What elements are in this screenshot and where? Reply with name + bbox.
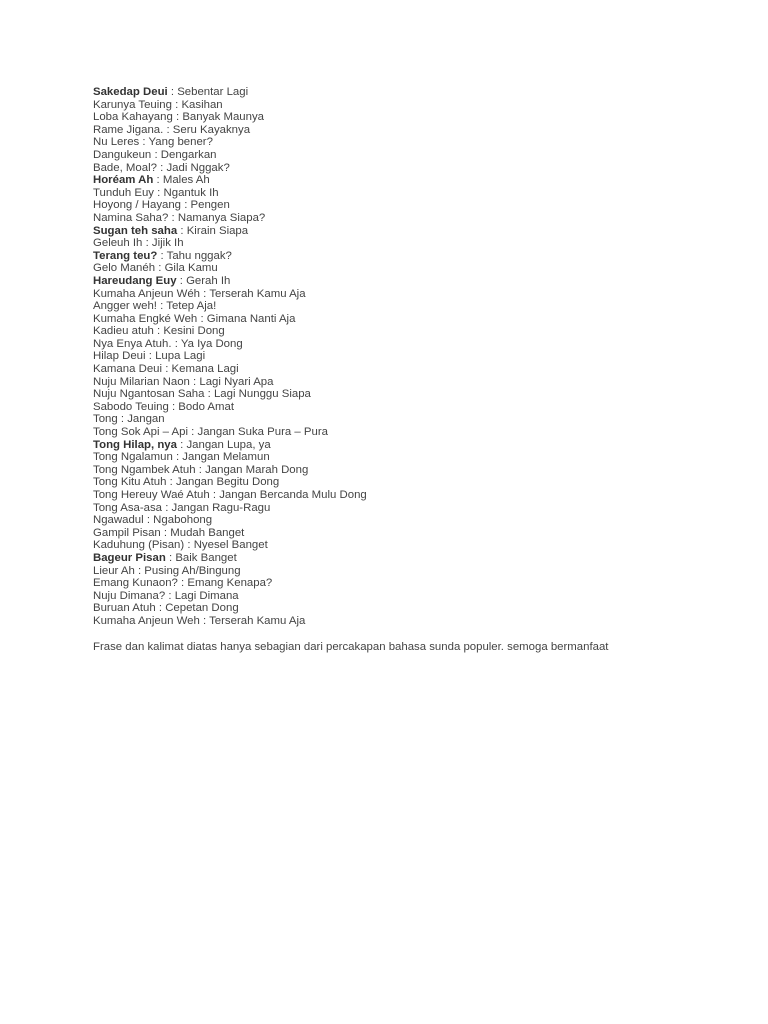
indonesian-meaning: Gerah Ih — [186, 274, 231, 287]
separator: : — [189, 375, 200, 388]
separator: : — [165, 551, 176, 564]
indonesian-meaning: Lupa Lagi — [155, 350, 206, 363]
phrase-row — [93, 602, 693, 615]
separator: : — [167, 86, 178, 98]
indonesian-meaning: Jangan Lupa, ya — [186, 438, 271, 451]
indonesian-meaning: Nyesel Banget — [193, 539, 268, 552]
sundanese-term: Angger weh! — [93, 300, 157, 313]
separator: : — [181, 199, 191, 212]
indonesian-meaning: Jangan Bercanda Mulu Dong — [219, 489, 367, 501]
separator: : — [171, 98, 182, 111]
sundanese-term: Kadieu atuh — [93, 325, 154, 338]
separator: : — [168, 400, 179, 413]
separator: : — [139, 136, 149, 149]
indonesian-meaning: Baik Banget — [175, 551, 237, 564]
separator: : — [172, 451, 183, 464]
phrase-row — [93, 212, 693, 225]
phrase-row — [93, 401, 693, 414]
sundanese-term: Kumaha Engké Weh — [93, 312, 198, 325]
phrase-row — [93, 111, 693, 124]
sundanese-term: Nya Enya Atuh. — [93, 337, 172, 350]
sundanese-term: Tunduh Euy — [93, 186, 155, 199]
sundanese-term: Terang teu? — [93, 249, 158, 262]
sundanese-term: Hoyong / Hayang — [93, 199, 182, 212]
sundanese-term: Tong Hilap, nya — [93, 438, 177, 451]
separator: : — [156, 161, 167, 174]
sundanese-term: Buruan Atuh — [93, 602, 156, 615]
indonesian-meaning: Jangan Marah Dong — [205, 463, 309, 476]
sundanese-term: Ngawadul — [93, 514, 144, 527]
phrase-row — [93, 363, 693, 376]
phrase-row — [93, 199, 693, 212]
indonesian-meaning: Jangan Suka Pura – Pura — [197, 426, 328, 439]
sundanese-term: Kamana Deui — [93, 363, 163, 376]
indonesian-meaning: Jangan Begitu Dong — [175, 476, 280, 489]
separator: : — [163, 123, 173, 136]
indonesian-meaning: Seru Kayaknya — [172, 123, 251, 136]
indonesian-meaning: Kirain Siapa — [186, 224, 249, 237]
separator: : — [117, 413, 128, 426]
sundanese-term: Tong Asa-asa — [93, 501, 163, 514]
sundanese-term: Nuju Ngantosan Saha — [93, 388, 205, 401]
sundanese-term: Kumaha Anjeun Weh — [93, 614, 200, 627]
separator: : — [156, 300, 167, 313]
phrase-list — [93, 86, 693, 628]
sundanese-term: Tong Sok Api – Api — [93, 426, 188, 439]
indonesian-meaning: Sebentar Lagi — [177, 86, 249, 98]
separator: : — [162, 363, 172, 376]
separator: : — [168, 211, 178, 224]
indonesian-meaning: Ya Iya Dong — [180, 337, 243, 350]
separator: : — [153, 325, 164, 338]
phrase-row — [93, 136, 693, 149]
indonesian-meaning: Kasihan — [181, 98, 223, 111]
sundanese-term: Emang Kunaon? — [93, 577, 178, 590]
indonesian-meaning: Lagi Nyari Apa — [199, 375, 274, 388]
indonesian-meaning: Cepetan Dong — [165, 602, 239, 615]
indonesian-meaning: Jangan Ragu-Ragu — [171, 501, 271, 514]
phrase-row — [93, 388, 693, 401]
phrase-row — [93, 300, 693, 313]
indonesian-meaning: Jangan — [127, 413, 165, 426]
separator: : — [199, 614, 210, 627]
indonesian-meaning: Lagi Dimana — [174, 589, 239, 602]
phrase-row — [93, 174, 693, 187]
indonesian-meaning: Tahu nggak? — [166, 249, 232, 262]
separator: : — [172, 111, 183, 124]
separator: : — [155, 602, 166, 615]
indonesian-meaning: Bodo Amat — [178, 400, 235, 413]
phrase-row — [93, 162, 693, 175]
sundanese-term: Tong Kitu Atuh — [93, 476, 167, 489]
indonesian-meaning: Mudah Banget — [170, 526, 245, 539]
sundanese-term: Kumaha Anjeun Wéh — [93, 287, 201, 300]
phrase-row — [93, 250, 693, 263]
phrase-row — [93, 313, 693, 326]
phrase-row — [93, 187, 693, 200]
separator: : — [209, 489, 220, 501]
sundanese-term: Hilap Deui — [93, 350, 146, 363]
phrase-row — [93, 502, 693, 515]
phrase-row — [93, 451, 693, 464]
phrase-row — [93, 288, 693, 301]
separator: : — [171, 337, 181, 350]
separator: : — [184, 539, 194, 552]
separator: : — [177, 577, 188, 590]
sundanese-term: Tong — [93, 413, 118, 426]
sundanese-term: Horéam Ah — [93, 174, 154, 187]
sundanese-term: Nuju Milarian Naon — [93, 375, 190, 388]
phrase-row — [93, 552, 693, 565]
indonesian-meaning: Dengarkan — [160, 148, 217, 161]
sundanese-term: Sakedap Deui — [93, 86, 168, 98]
separator: : — [155, 262, 165, 275]
indonesian-meaning: Terserah Kamu Aja — [209, 614, 306, 627]
phrase-row — [93, 376, 693, 389]
sundanese-term: Bageur Pisan — [93, 551, 166, 564]
separator: : — [197, 312, 207, 325]
sundanese-term: Nu Leres — [93, 136, 140, 149]
sundanese-term: Nuju Dimana? — [93, 589, 166, 602]
sundanese-term: Kaduhung (Pisan) — [93, 539, 185, 552]
separator: : — [177, 224, 187, 237]
indonesian-meaning: Gila Kamu — [164, 262, 218, 275]
phrase-row — [93, 476, 693, 489]
separator: : — [200, 287, 210, 300]
phrase-row — [93, 590, 693, 603]
separator: : — [157, 249, 167, 262]
separator: : — [142, 237, 152, 250]
phrase-row — [93, 275, 693, 288]
sundanese-term: Gampil Pisan — [93, 526, 161, 539]
phrase-row — [93, 124, 693, 137]
phrase-row — [93, 325, 693, 338]
phrase-row — [93, 149, 693, 162]
phrase-row — [93, 86, 693, 99]
indonesian-meaning: Yang bener? — [148, 136, 213, 149]
separator: : — [160, 526, 171, 539]
separator: : — [151, 148, 161, 161]
separator: : — [143, 514, 154, 527]
separator: : — [204, 388, 214, 401]
separator: : — [165, 589, 175, 602]
separator: : — [195, 463, 206, 476]
phrase-row — [93, 262, 693, 275]
sundanese-term: Gelo Manéh — [93, 262, 156, 275]
sundanese-term: Dangukeun — [93, 148, 152, 161]
phrase-row — [93, 350, 693, 363]
phrase-row — [93, 615, 693, 628]
indonesian-meaning: Pengen — [190, 199, 230, 212]
phrase-row — [93, 514, 693, 527]
indonesian-meaning: Namanya Siapa? — [177, 211, 266, 224]
indonesian-meaning: Males Ah — [162, 174, 210, 187]
sundanese-term: Karunya Teuing — [93, 98, 172, 111]
indonesian-meaning: Jadi Nggak? — [166, 161, 230, 174]
indonesian-meaning: Jangan Melamun — [182, 451, 270, 464]
sundanese-term: Sabodo Teuing — [93, 400, 169, 413]
sundanese-term: Lieur Ah — [93, 564, 135, 577]
indonesian-meaning: Kesini Dong — [163, 325, 225, 338]
indonesian-meaning: Banyak Maunya — [182, 111, 264, 124]
phrase-row — [93, 489, 693, 502]
separator: : — [162, 501, 172, 514]
separator: : — [153, 174, 163, 187]
indonesian-meaning: Pusing Ah/Bingung — [144, 564, 241, 577]
phrase-row — [93, 338, 693, 351]
phrase-row — [93, 539, 693, 552]
indonesian-meaning: Gimana Nanti Aja — [206, 312, 296, 325]
separator: : — [134, 564, 145, 577]
phrase-row — [93, 426, 693, 439]
indonesian-meaning: Lagi Nunggu Siapa — [213, 388, 311, 401]
sundanese-term: Sugan teh saha — [93, 224, 178, 237]
indonesian-meaning: Tetep Aja! — [166, 300, 217, 313]
sundanese-term: Bade, Moal? — [93, 161, 157, 174]
sundanese-term: Tong Ngalamun — [93, 451, 173, 464]
separator: : — [188, 426, 198, 439]
closing-note: Frase dan kalimat diatas hanya sebagian dari percakapan bahasa sunda populer. semoga bermanfaat — [93, 641, 609, 653]
indonesian-meaning: Terserah Kamu Aja — [209, 287, 306, 300]
phrase-row — [93, 439, 693, 452]
indonesian-meaning: Ngabohong — [153, 514, 213, 527]
sundanese-term: Geleuh Ih — [93, 237, 143, 250]
phrase-row — [93, 527, 693, 540]
indonesian-meaning: Jijik Ih — [151, 237, 184, 250]
sundanese-term: Tong Ngambek Atuh — [93, 463, 196, 476]
phrase-row — [93, 99, 693, 112]
sundanese-term: Tong Hereuy Waé Atuh — [93, 489, 210, 501]
phrase-row — [93, 464, 693, 477]
sundanese-term: Namina Saha? — [93, 211, 169, 224]
phrase-row — [93, 237, 693, 250]
sundanese-term: Loba Kahayang — [93, 111, 173, 124]
indonesian-meaning: Ngantuk Ih — [163, 186, 219, 199]
separator: : — [154, 186, 164, 199]
sundanese-term: Rame Jigana. — [93, 123, 164, 136]
phrase-row — [93, 565, 693, 578]
separator: : — [145, 350, 156, 363]
separator: : — [166, 476, 176, 489]
phrase-row — [93, 413, 693, 426]
separator: : — [176, 274, 187, 287]
separator: : — [176, 438, 187, 451]
phrase-row — [93, 225, 693, 238]
indonesian-meaning: Kemana Lagi — [171, 363, 239, 376]
indonesian-meaning: Emang Kenapa? — [187, 577, 273, 590]
phrase-row — [93, 577, 693, 590]
sundanese-term: Hareudang Euy — [93, 274, 177, 287]
